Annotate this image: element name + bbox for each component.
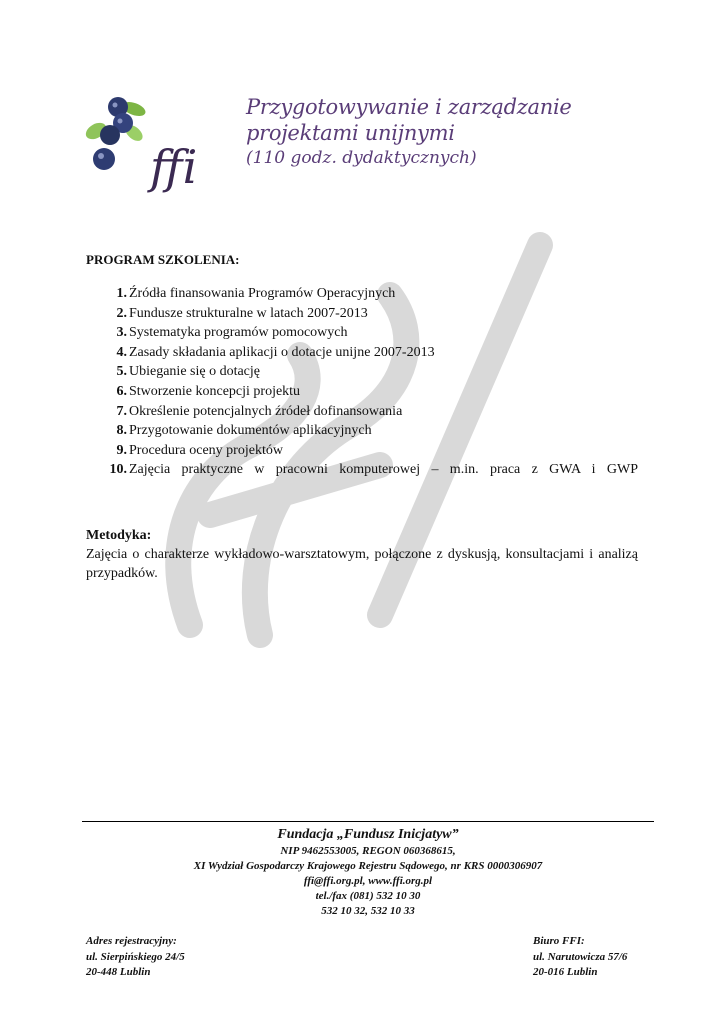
registered-address (86, 934, 185, 981)
office-address-label: Biuro FFI: (533, 935, 585, 947)
blueberry-icon (82, 93, 212, 193)
footer (82, 826, 654, 919)
program-heading: PROGRAM SZKOLENIA: (86, 252, 240, 267)
item-number: 4. (116, 344, 127, 360)
list-item (104, 382, 638, 402)
registered-address-label: Adres rejestracyjny: (86, 935, 177, 947)
registered-address-city: 20-448 Lublin (86, 966, 151, 978)
list-item (104, 343, 638, 363)
footer-nip: NIP 9462553005, REGON 060368615, (280, 845, 456, 857)
item-number: 7. (116, 403, 127, 419)
item-number: 2. (116, 305, 127, 321)
list-item (104, 362, 638, 382)
list-item (104, 304, 638, 324)
office-address-city: 20-016 Lublin (533, 966, 598, 978)
office-address-street: ul. Narutowicza 57/6 (533, 950, 628, 963)
list-item (104, 402, 638, 422)
methodology-text: Zajęcia o charakterze wykładowo-warsztatowym, połączone z dyskusją, konsultacjami i analizą przypadków. (86, 547, 638, 581)
office-address (533, 934, 627, 981)
item-text: Określenie potencjalnych źródeł dofinansowania (129, 403, 403, 419)
item-text: Systematyka programów pomocowych (129, 325, 348, 341)
item-number: 3. (116, 325, 127, 341)
footer-phone: tel./fax (081) 532 10 30 (315, 890, 421, 902)
footer-phone-2: 532 10 32, 532 10 33 (321, 905, 415, 917)
list-item (104, 421, 638, 441)
footer-court: XI Wydział Gospodarczy Krajowego Rejestru Sądowego, nr KRS 0000306907 (193, 860, 543, 872)
item-number: 9. (116, 442, 127, 458)
list-item (104, 323, 638, 343)
item-number: 1. (116, 286, 127, 301)
item-number: 8. (116, 423, 127, 439)
list-item (104, 460, 638, 480)
item-number: 5. (116, 364, 127, 380)
document-title (246, 94, 572, 170)
item-text: Ubieganie się o dotację (129, 364, 261, 380)
item-text: Stworzenie koncepcji projektu (129, 383, 301, 399)
item-text: Zasady składania aplikacji o dotacje unijne 2007-2013 (129, 344, 435, 360)
footer-divider (82, 821, 654, 822)
item-text: Fundusze strukturalne w latach 2007-2013 (129, 305, 368, 321)
footer-org-name: Fundacja „Fundusz Inicjatyw” (277, 827, 459, 842)
list-item (104, 441, 638, 461)
program-list (104, 284, 638, 480)
registered-address-street: ul. Sierpińskiego 24/5 (86, 950, 185, 963)
list-item (104, 284, 638, 304)
footer-contact[interactable]: ffi@ffi.org.pl, www.ffi.org.pl (303, 875, 433, 887)
item-number: 6. (116, 383, 127, 399)
item-number: 10. (109, 462, 127, 478)
item-text: Przygotowanie dokumentów aplikacyjnych (129, 423, 372, 439)
item-text: Zajęcia praktyczne w pracowni komputerowej – m.in. praca z GWA i GWP (129, 462, 638, 478)
title-line-3: (110 godz. dydaktycznych) (246, 148, 477, 168)
title-line-1: Przygotowywanie i zarządzanie (246, 95, 572, 119)
item-text: Procedura oceny projektów (129, 442, 283, 458)
ffi-logo (82, 93, 212, 193)
logo-text: ffi (150, 140, 198, 193)
title-line-2: projektami unijnymi (246, 121, 455, 145)
methodology-heading: Metodyka: (86, 528, 152, 543)
item-text: Źródła finansowania Programów Operacyjnych (129, 286, 396, 301)
